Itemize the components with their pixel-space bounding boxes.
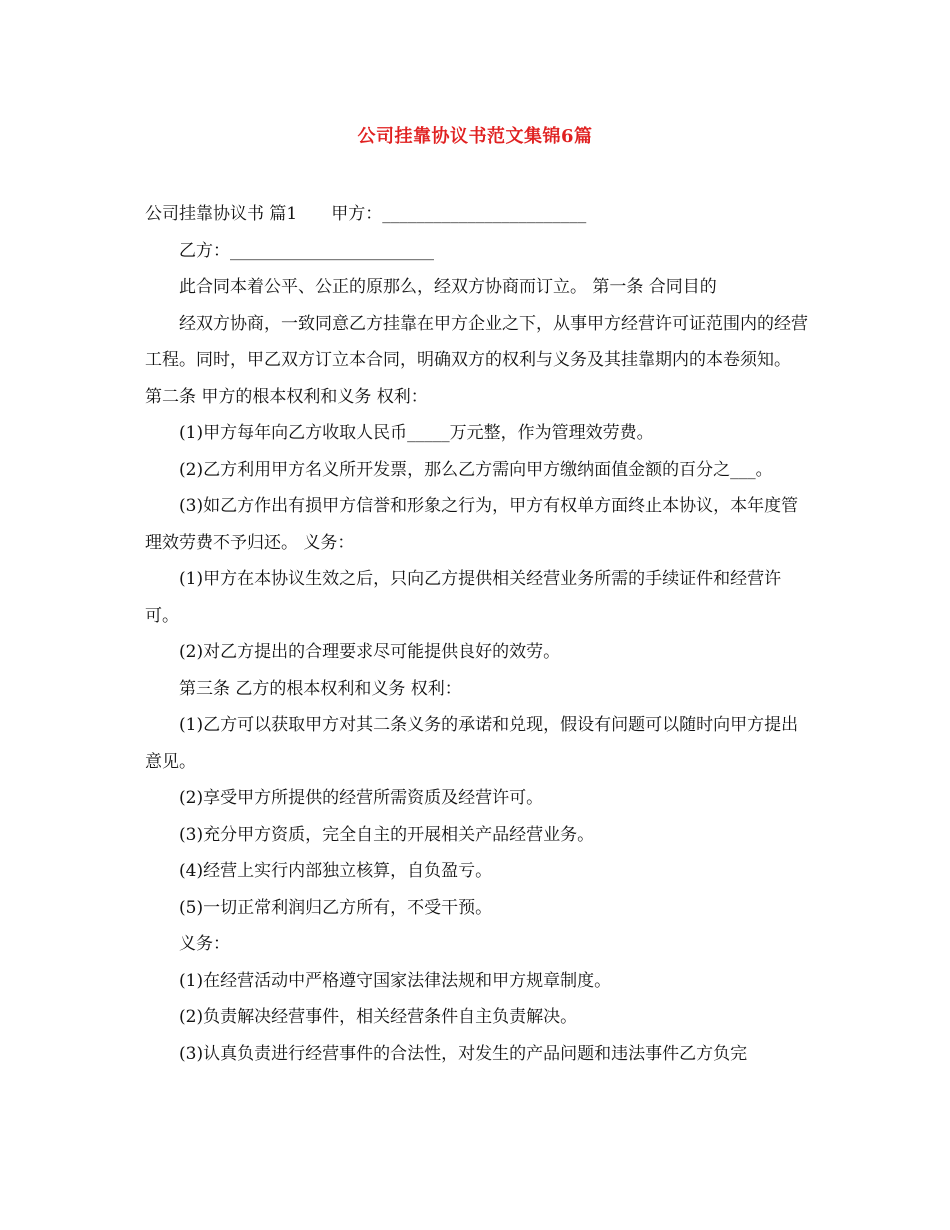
first-line [145, 196, 810, 233]
paragraph: 第三条 乙方的根本权利和义务 权利： [179, 678, 462, 699]
document-title: 公司挂靠协议书范文集锦6篇 [357, 126, 593, 147]
agreement-heading: 公司挂靠协议书 篇1 [145, 204, 298, 224]
paragraph: (1)甲方在本协议生效之后，只向乙方提供相关经营业务所需的手续证件和经营许可。 [145, 569, 782, 626]
paragraph: (3)如乙方作出有损甲方信誉和形象之行为，甲方有权单方面终止本协议，本年度管理效劳费不予归还。 义务： [145, 496, 799, 553]
party-a-line: 甲方：________________________ [331, 204, 587, 224]
paragraph: 义务： [179, 934, 230, 954]
paragraph: (1)甲方每年向乙方收取人民币_____万元整，作为管理效劳费。 [179, 423, 654, 443]
paragraph: (3)认真负责进行经营事件的合法性，对发生的产品问题和违法事件乙方负完 [179, 1043, 748, 1064]
paragraph: (4)经营上实行内部独立核算，自负盈亏。 [179, 861, 493, 881]
paragraph: (1)乙方可以获取甲方对其二条义务的承诺和兑现，假设有问题可以随时向甲方提出意见。 [145, 715, 799, 772]
paragraph: 经双方协商，一致同意乙方挂靠在甲方企业之下，从事甲方经营许可证范围内的经营工程。同时，甲乙双方订立本合同，明确双方的权利与义务及其挂靠期内的本卷须知。 第二条 甲方的根本权利和义务 权利： [145, 313, 808, 407]
paragraph: (5)一切正常利润归乙方所有，不受干预。 [179, 897, 493, 918]
document-body [145, 196, 810, 1072]
party-b-line: 乙方：________________________ [179, 240, 434, 261]
paragraph: (2)乙方利用甲方名义所开发票，那么乙方需向甲方缴纳面值金额的百分之___。 [179, 459, 773, 480]
paragraph: (2)对乙方提出的合理要求尽可能提供良好的效劳。 [179, 642, 561, 662]
paragraph: (3)充分甲方资质，完全自主的开展相关产品经营业务。 [179, 824, 595, 845]
paragraph: 此合同本着公平、公正的原那么，经双方协商而订立。 第一条 合同目的 [179, 277, 717, 297]
paragraph: (1)在经营活动中严格遵守国家法律法规和甲方规章制度。 [179, 970, 612, 991]
paragraph: (2)负责解决经营事件，相关经营条件自主负责解决。 [179, 1007, 578, 1027]
paragraph: (2)享受甲方所提供的经营所需资质及经营许可。 [179, 788, 544, 808]
